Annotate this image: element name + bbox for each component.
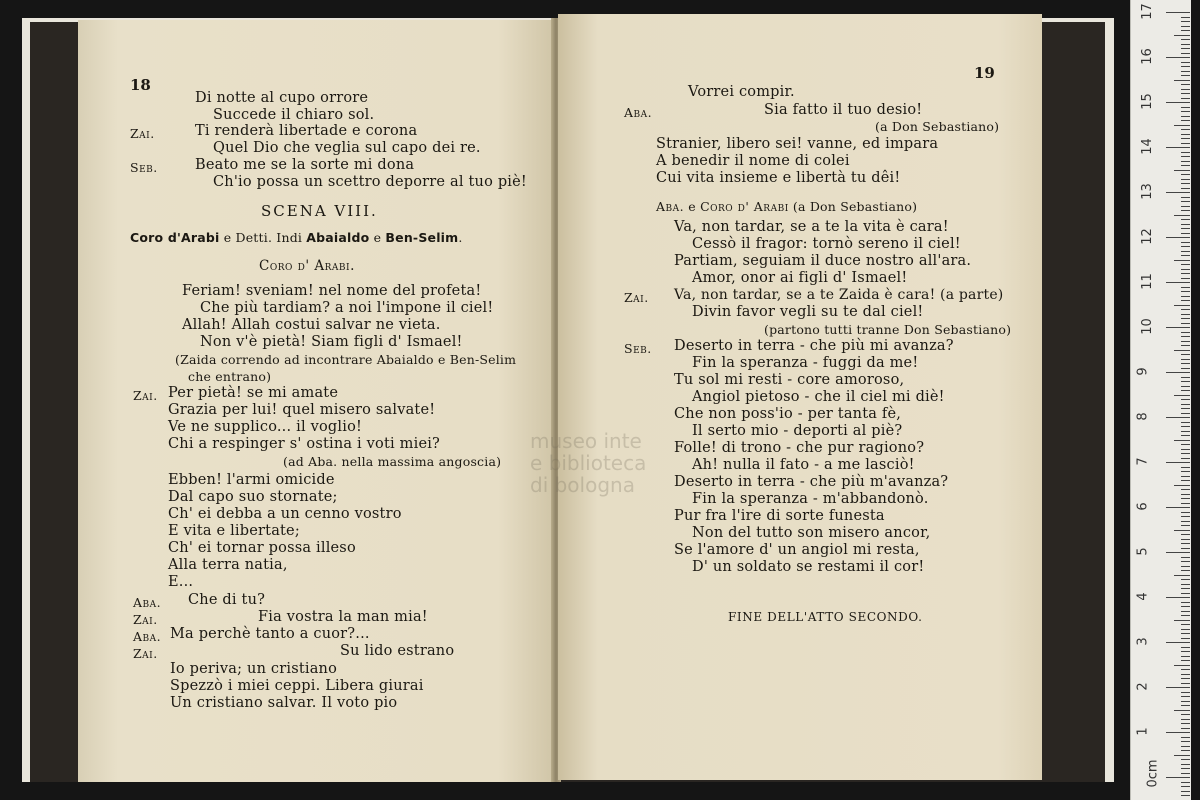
ruler-tick [1166,372,1190,373]
ruler-tick [1181,746,1190,747]
ruler-label: 11 [1139,273,1155,290]
ruler-tick [1181,539,1190,540]
verse-line: E vita e libertate; [168,523,300,539]
ruler-tick [1181,512,1190,513]
ruler-tick [1181,719,1190,720]
ruler-tick [1181,53,1190,54]
ruler-label: 8 [1135,412,1151,421]
ruler-tick [1174,665,1190,666]
ruler-tick [1181,408,1190,409]
ruler-tick [1174,485,1190,486]
chorus-heading: Coro d' Arabi. [259,258,355,274]
verse-line: Fin la speranza - fuggi da me! [692,355,919,371]
ruler-tick [1181,426,1190,427]
cast-chorus: Coro d'Arabi [130,230,220,245]
verse-line: Su lido estrano [340,643,455,659]
verse-line: Ch' ei debba a un cenno vostro [168,506,402,522]
verse-line: Ah! nulla il fato - a me lasciò! [692,457,915,473]
speaker-label: Aba. [624,105,653,120]
cast-benselim: Ben-Selim [385,230,459,245]
ruler-tick [1181,233,1190,234]
ruler-tick [1181,503,1190,504]
stage-direction: (Zaida correndo ad incontrare Abaialdo e Ben-Selim [175,352,517,367]
ruler-tick [1174,35,1190,36]
ruler-tick [1181,179,1190,180]
cast-period: . [458,230,463,245]
ruler-tick [1181,678,1190,679]
ruler-tick [1181,71,1190,72]
ruler-tick [1181,521,1190,522]
ruler-tick [1166,327,1190,328]
ruler-tick [1181,26,1190,27]
ruler-tick [1174,80,1190,81]
verse-line: Deserto in terra - che più mi avanza? [674,338,954,354]
ruler-tick [1181,674,1190,675]
verse-line: Cui vita insieme e libertà tu dêi! [656,170,901,186]
ruler-tick [1166,12,1190,13]
ruler-tick [1181,435,1190,436]
verse-line: Pur fra l'ire di sorte funesta [674,508,885,524]
ruler-tick [1181,246,1190,247]
verse-line: Chi a respinger s' ostina i voti miei? [168,436,441,452]
ruler-tick [1181,480,1190,481]
ruler-tick [1181,228,1190,229]
ruler-tick [1181,107,1190,108]
ruler-label: 10 [1139,318,1155,335]
verse-line: Che più tardiam? a noi l'impone il ciel! [200,300,494,316]
ruler-tick [1181,633,1190,634]
ruler-tick [1181,354,1190,355]
verse-line: Fin la speranza - m'abbandonò. [692,491,929,507]
stage-direction: (ad Aba. nella massima angoscia) [283,454,502,469]
ruler-tick [1181,300,1190,301]
ruler-tick [1181,44,1190,45]
ruler-tick [1181,431,1190,432]
ruler-tick [1181,534,1190,535]
ruler-tick [1181,579,1190,580]
ruler-label: 17 [1139,3,1155,20]
verse-line: Allah! Allah costui salvar ne vieta. [182,317,441,333]
verse-line: Grazia per lui! quel misero salvate! [168,402,436,418]
verse-line: Divin favor vegli su te dal ciel! [692,304,924,320]
verse-line: Ve ne supplico... il voglio! [168,419,363,435]
library-watermark: museo inte e biblioteca di bologna [530,429,647,497]
ruler-tick [1181,773,1190,774]
cast-connector: e [369,230,386,245]
ruler-tick [1181,728,1190,729]
verse-line: Feriam! sveniam! nel nome del profeta! [182,283,482,299]
ruler-tick [1181,629,1190,630]
ruler-tick [1181,525,1190,526]
ruler-tick [1181,98,1190,99]
ruler-tick [1181,557,1190,558]
ruler-tick [1181,197,1190,198]
ruler-tick [1181,138,1190,139]
verse-line: Dal capo suo stornate; [168,489,338,505]
ruler-tick [1174,575,1190,576]
verse-line: Beato me se la sorte mi dona [195,157,415,173]
speaker-label: Aba. [133,595,162,610]
ruler-label: 5 [1135,547,1151,556]
speaker-label: Zai. [133,646,158,661]
ruler-tick [1181,206,1190,207]
verse-line: Ch' ei tornar possa illeso [168,540,356,556]
cast-connector: e Detti. Indi [219,230,307,245]
ruler-tick [1181,584,1190,585]
ruler-label: 14 [1139,138,1155,155]
verse-line: Angiol pietoso - che il ciel mi diè! [692,389,945,405]
ruler-tick [1181,17,1190,18]
ruler-tick [1181,611,1190,612]
ruler-label: 1 [1135,727,1151,736]
ruler-tick [1181,291,1190,292]
ensemble-direction: (a Don Sebastiano) [788,199,918,214]
ruler-tick [1181,615,1190,616]
ruler-tick [1181,701,1190,702]
ruler-tick [1181,422,1190,423]
verse-line: Per pietà! se mi amate [168,385,339,401]
verse-line: Ti renderà libertade e corona [195,123,418,139]
ensemble-chorus: Coro d' Arabi [700,199,789,214]
verse-line: Partiam, seguiam il duce nostro all'ara. [674,253,972,269]
ruler-label: 12 [1139,228,1155,245]
ruler-tick [1181,602,1190,603]
ruler-tick [1181,273,1190,274]
speaker-label: Aba. [133,629,162,644]
ruler-tick [1166,147,1190,148]
ruler-tick [1181,651,1190,652]
speaker-label: Zai. [624,290,649,305]
verse-line: Di notte al cupo orrore [195,90,369,106]
scene-cast [130,230,463,245]
ruler-tick [1181,449,1190,450]
ruler-tick [1181,471,1190,472]
ruler-tick [1181,314,1190,315]
verse-line: Ch'io possa un scettro deporre al tuo piè! [213,174,527,190]
ruler-tick [1181,593,1190,594]
verse-line: Quel Dio che veglia sul capo dei re. [213,140,481,156]
ruler-tick [1181,750,1190,751]
ruler-tick [1166,282,1190,283]
speaker-label: Zai. [133,388,158,403]
verse-line: Se l'amore d' un angiol mi resta, [674,542,920,558]
right-page [558,14,1042,780]
ruler-tick [1166,237,1190,238]
ruler-tick [1181,93,1190,94]
ruler-tick [1174,395,1190,396]
ruler-tick [1166,102,1190,103]
ruler-tick [1181,377,1190,378]
ruler-tick [1166,777,1190,778]
ruler-tick [1174,755,1190,756]
ruler-tick [1166,462,1190,463]
ruler-tick [1166,597,1190,598]
ruler-tick [1181,224,1190,225]
ruler-tick [1181,570,1190,571]
speaker-label: Seb. [130,160,158,175]
ruler-tick [1181,287,1190,288]
ruler-tick [1181,89,1190,90]
ruler-tick [1181,413,1190,414]
ruler-tick [1181,467,1190,468]
verse-line: Sia fatto il tuo desio! [764,102,923,118]
verse-line: Ebben! l'armi omicide [168,472,335,488]
ruler-tick [1181,116,1190,117]
ruler-tick [1181,48,1190,49]
ensemble-aba: Aba. [656,199,685,214]
verse-line: Tu sol mi resti - core amoroso, [674,372,905,388]
ruler-tick [1181,84,1190,85]
ruler-tick [1181,683,1190,684]
ruler-tick [1181,768,1190,769]
ruler-tick [1181,278,1190,279]
measuring-ruler [1130,0,1191,800]
ruler-tick [1181,786,1190,787]
ruler-tick [1181,183,1190,184]
ruler-tick [1181,359,1190,360]
ruler-tick [1181,323,1190,324]
stage-direction: (a Don Sebastiano) [875,119,1000,134]
verse-line: Va, non tardar, se a te Zaida è cara! (a parte) [674,287,1004,303]
ruler-tick [1181,669,1190,670]
ruler-tick [1181,453,1190,454]
ruler-tick [1181,741,1190,742]
speaker-label: Zai. [130,126,155,141]
ruler-tick [1181,363,1190,364]
ruler-tick [1181,399,1190,400]
ruler-tick [1181,134,1190,135]
ruler-tick [1174,530,1190,531]
scene-title: SCENA VIII. [261,202,378,220]
ruler-tick [1181,795,1190,796]
ruler-tick [1174,350,1190,351]
ensemble-connector: e [684,199,701,214]
ruler-tick [1181,386,1190,387]
ruler-tick [1166,552,1190,553]
verse-line: Succede il chiaro sol. [213,107,375,123]
ruler-tick [1181,723,1190,724]
verse-line: Non del tutto son misero ancor, [692,525,931,541]
ruler-tick [1174,440,1190,441]
ruler-tick [1181,264,1190,265]
ruler-tick [1181,269,1190,270]
verse-line: A benedir il nome di colei [656,153,850,169]
ruler-tick [1181,251,1190,252]
ruler-tick [1181,660,1190,661]
ruler-tick [1181,737,1190,738]
act-end: FINE DELL'ATTO SECONDO. [728,610,923,624]
ruler-tick [1166,642,1190,643]
ruler-label: 16 [1139,48,1155,65]
ruler-tick [1181,624,1190,625]
ruler-tick [1181,656,1190,657]
ruler-tick [1181,692,1190,693]
stage-direction: (partono tutti tranne Don Sebastiano) [764,322,1012,337]
ruler-tick [1181,210,1190,211]
verse-line: Che non poss'io - per tanta fè, [674,406,902,422]
ruler-tick [1181,318,1190,319]
ruler-tick [1181,309,1190,310]
ruler-tick [1181,489,1190,490]
ruler-tick [1181,696,1190,697]
verse-line: Spezzò i miei ceppi. Libera giurai [170,678,424,694]
ruler-tick [1181,30,1190,31]
ruler-tick [1181,764,1190,765]
ruler-tick [1181,444,1190,445]
ensemble-heading [656,199,917,214]
ruler-tick [1181,638,1190,639]
speaker-label: Seb. [624,341,652,356]
ruler-tick [1181,219,1190,220]
ruler-tick [1181,39,1190,40]
ruler-tick [1181,566,1190,567]
verse-line: Non v'è pietà! Siam figli d' Ismael! [200,334,463,350]
verse-line: Il serto mio - deporti al piè? [692,423,903,439]
ruler-label: 9 [1135,367,1151,376]
ruler-label: 13 [1139,183,1155,200]
ruler-label: 15 [1139,93,1155,110]
ruler-tick [1181,188,1190,189]
verse-line: Vorrei compir. [688,84,795,100]
ruler-tick [1181,111,1190,112]
ruler-tick [1181,548,1190,549]
ruler-tick [1181,129,1190,130]
ruler-tick [1181,561,1190,562]
verse-line: Cessò il fragor: tornò sereno il ciel! [692,236,961,252]
ruler-tick [1174,710,1190,711]
ruler-tick [1181,336,1190,337]
ruler-tick [1181,516,1190,517]
cast-abaialdo: Abaialdo [306,230,370,245]
ruler-tick [1181,156,1190,157]
ruler-tick [1181,458,1190,459]
ruler-tick [1181,606,1190,607]
page-number-right: 19 [974,64,995,82]
verse-line: Un cristiano salvar. Il voto pio [170,695,398,711]
left-page [78,20,556,782]
ruler-tick [1181,588,1190,589]
verse-line: Folle! di trono - che pur ragiono? [674,440,925,456]
ruler-tick [1181,705,1190,706]
verse-line: E... [168,574,194,590]
ruler-tick [1181,66,1190,67]
verse-line: Io periva; un cristiano [170,661,338,677]
ruler-tick [1181,21,1190,22]
ruler-tick [1181,174,1190,175]
ruler-label: 4 [1135,592,1151,601]
stage-direction: che entrano) [188,369,272,384]
ruler-tick [1181,714,1190,715]
ruler-tick [1181,75,1190,76]
ruler-label: 0cm [1145,759,1161,788]
ruler-tick [1181,404,1190,405]
ruler-tick [1181,345,1190,346]
ruler-tick [1181,390,1190,391]
ruler-tick [1181,782,1190,783]
ruler-label: 7 [1135,457,1151,466]
verse-line: Va, non tardar, se a te la vita è cara! [674,219,949,235]
ruler-tick [1181,161,1190,162]
verse-line: Amor, onor ai figli d' Ismael! [692,270,908,286]
ruler-tick [1174,215,1190,216]
ruler-tick [1174,125,1190,126]
ruler-tick [1181,368,1190,369]
ruler-tick [1181,143,1190,144]
ruler-tick [1181,381,1190,382]
ruler-tick [1166,417,1190,418]
ruler-tick [1181,543,1190,544]
ruler-tick [1181,165,1190,166]
ruler-tick [1181,62,1190,63]
verse-line: Ma perchè tanto a cuor?... [170,626,370,642]
ruler-tick [1174,305,1190,306]
ruler-label: 3 [1135,637,1151,646]
ruler-tick [1166,732,1190,733]
ruler-tick [1181,201,1190,202]
ruler-tick [1181,152,1190,153]
ruler-tick [1181,341,1190,342]
ruler-tick [1166,57,1190,58]
ruler-tick [1181,242,1190,243]
ruler-tick [1181,296,1190,297]
verse-line: Deserto in terra - che più m'avanza? [674,474,949,490]
ruler-tick [1174,170,1190,171]
ruler-tick [1181,791,1190,792]
ruler-tick [1181,332,1190,333]
verse-line: D' un soldato se restami il cor! [692,559,925,575]
ruler-tick [1174,620,1190,621]
ruler-tick [1174,260,1190,261]
ruler-tick [1166,507,1190,508]
ruler-tick [1166,192,1190,193]
ruler-label: 6 [1135,502,1151,511]
ruler-tick [1181,255,1190,256]
verse-line: Alla terra natia, [168,557,288,573]
ruler-tick [1181,476,1190,477]
verse-line: Che di tu? [188,592,266,608]
ruler-tick [1181,494,1190,495]
ruler-tick [1181,647,1190,648]
ruler-tick [1166,687,1190,688]
ruler-tick [1181,498,1190,499]
ruler-tick [1181,759,1190,760]
speaker-label: Zai. [133,612,158,627]
verse-line: Stranier, libero sei! vanne, ed impara [656,136,939,152]
ruler-tick [1181,120,1190,121]
ruler-label: 2 [1135,682,1151,691]
verse-line: Fia vostra la man mia! [258,609,428,625]
page-number-left: 18 [130,76,151,94]
